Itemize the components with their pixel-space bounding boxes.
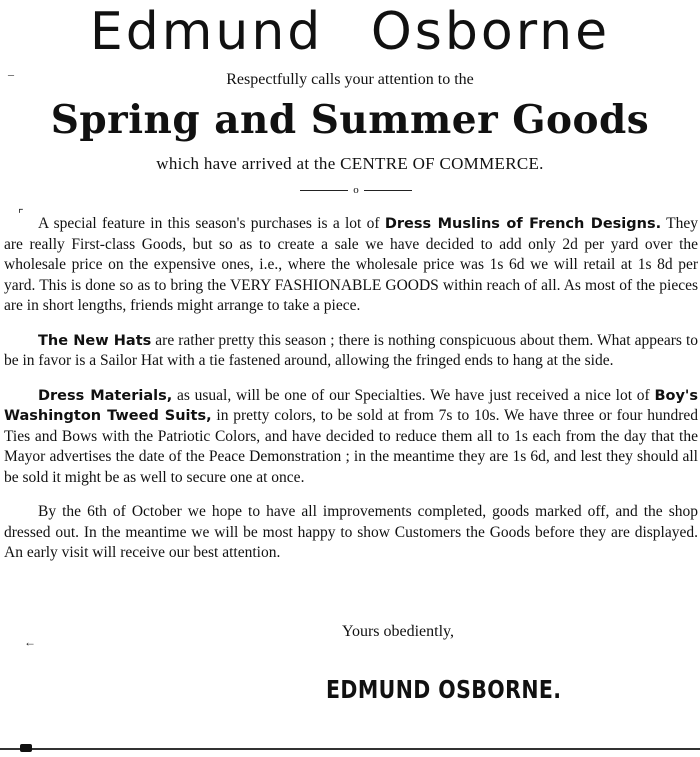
ornamental-divider [300,183,412,197]
paragraph-new-hats [4,331,698,372]
paragraph-text: By the 6th of October we hope to have all improvements completed, goods marked off, and the shop dressed out. In the meantime we will be most happy to show Customers the Goods before they are displayed. An early visit will receive our best attention. [4,503,698,561]
bold-phrase: Dress Materials, [38,387,173,404]
tagline: Respectfully calls your attention to the [226,71,474,88]
bottom-rule [0,748,700,750]
valediction: Yours obediently, [342,623,455,640]
signature: EDMUND OSBORNE. [326,675,562,704]
divider-ornament: o [353,184,359,196]
bold-phrase: The New Hats [38,332,152,349]
paragraph-text: are rather pretty this season ; there is nothing conspicuous about them. What appears to be in favor is a Sailor Hat with a tie fastened around, allowing the fringed ends to hang at the side. [4,331,698,369]
divider-rule-left [300,190,348,191]
paragraph-text: A special feature in this season's purchases is a lot of [38,215,385,232]
paragraph-dress-muslins [4,214,698,317]
paragraph-text: as usual, will be one of our Specialties. We have just received a nice lot of [172,386,655,404]
bold-phrase: Boy's Washington Tweed Suits, [4,387,698,424]
paragraph-october [4,502,698,564]
bold-phrase: Dress Muslins of French Designs. [384,216,662,232]
paragraph-text: in pretty colors, to be sold at from 7s to 10s. We have three or four hundred Ties and Bows with the Patriotic Colors, and have decided to reduce them all to 1s each from the day that the Mayor advertises the date of the Peace Demonstration ; in the meantime they are 1s 6d, and lest they should all be sold it might be as well to secure one at once. [4,407,698,486]
advertisement-body [4,214,698,578]
print-speck: ← [24,635,36,649]
print-speck: ⌜ [18,207,24,221]
paragraph-dress-materials [4,386,698,489]
paragraph-text: They are really First-class Goods, but so as to create a sale we have decided to add only 2d per yard over the wholesale price on the expensive ones, i.e., where the wholesale price was 1s 6d we will retail at 1s 8d per yard. This is done so as to bring the VERY FASHIONABLE GOODS within reach of all. As most of the pieces are in short lengths, friends might arrange to take a piece. [4,215,698,314]
headline: Spring and Summer Goods [50,97,650,143]
divider-rule-right [364,190,412,191]
merchant-name: Edmund Osborne [89,2,611,62]
bottom-mark [20,744,32,752]
print-speck: – [8,67,14,81]
subline: which have arrived at the CENTRE OF COMMERCE. [156,154,544,173]
